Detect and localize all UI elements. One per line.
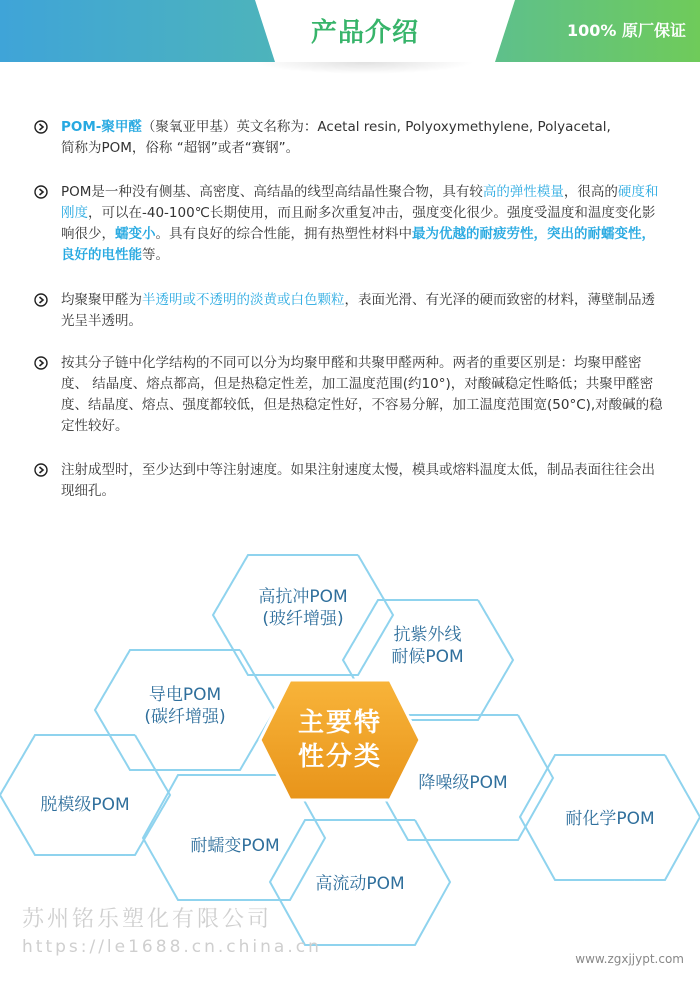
- paragraph-1: [34, 117, 664, 159]
- hex-h2-line1: 抗紫外线: [393, 625, 462, 645]
- hex-h4-line1: 脱模级POM: [40, 795, 130, 815]
- hex-h7-line1: 耐化学POM: [565, 809, 655, 829]
- hex-label-h8: [285, 873, 435, 895]
- header-tab-shadow: [255, 62, 475, 74]
- hex-label-h2: [355, 624, 500, 668]
- p2-highlight-hardness: 硬度和刚度: [61, 184, 659, 221]
- circle-arrow-icon: [34, 185, 48, 199]
- watermark-url-2: www.zgxjjypt.com: [575, 952, 684, 966]
- hex-h1-line2: (玻纤增强): [262, 609, 344, 629]
- hex-label-h4: [15, 794, 155, 816]
- hex-h5-line1: 耐蠕变POM: [190, 836, 280, 856]
- circle-arrow-icon: [34, 293, 48, 307]
- p4-text: 按其分子链中化学结构的不同可以分为均聚甲醛和共聚甲醛两种。两者的重要区别是：均聚甲醛密度、 结晶度、熔点都高，但是热稳定性差，加工温度范围(约10°)，对酸碱稳定性略低；共聚甲醛密度、结晶度、熔点、强度都较低，但是热稳定性好，不容易分解，加工温度范围宽(50°C),对酸碱的稳定性较好。: [61, 355, 663, 434]
- p3-text-a: 均聚聚甲醛为: [61, 292, 142, 308]
- pom-term: POM-聚甲醛: [61, 119, 142, 135]
- hex-h1-line1: 高抗冲POM: [258, 587, 348, 607]
- hex-h3-line1: 导电POM: [148, 685, 222, 705]
- p2-highlight-fatigue: 最为优越的耐疲劳性，突出的耐蠕变性，良好的电性能: [61, 226, 655, 263]
- p3-highlight: 半透明或不透明的淡黄或白色颗粒: [142, 292, 345, 308]
- paragraph-5: [34, 460, 664, 502]
- p2-text-e: ，可以在-40-100℃长期使用，而且耐多次重复冲击，强度变化很少。强度受温度和温度变化影响很少，: [61, 205, 656, 242]
- center-label: [280, 706, 400, 774]
- circle-arrow-icon: [34, 356, 48, 370]
- circle-arrow-icon: [34, 120, 48, 134]
- p2-highlight-modulus: 高的弹性模量: [482, 184, 564, 200]
- center-label-line1: 主要特: [297, 708, 382, 738]
- page-title: 产品介绍: [310, 18, 419, 48]
- guarantee-badge: 100% 原厂保证: [566, 21, 686, 40]
- p2-text-c: ，很高的: [563, 184, 618, 200]
- p2-text-a: POM是一种没有侧基、高密度、高结晶的线型高结晶性聚合物，具有较: [61, 184, 483, 200]
- hex-h2-line2: 耐候POM: [391, 647, 464, 667]
- hex-h8-line1: 高流动POM: [315, 874, 405, 894]
- watermark-company: 苏州铭乐塑化有限公司: [22, 907, 273, 932]
- p5-text: 注射成型时，至少达到中等注射速度。如果注射速度太慢，模具或熔料温度太低，制品表面往往会出现细孔。: [61, 462, 655, 499]
- hex-label-h3: [110, 684, 260, 728]
- paragraph-2: [34, 182, 664, 266]
- p1-text-2: 简称为POM，俗称 “超钢”或者“赛钢”。: [61, 140, 300, 156]
- p2-text-g: 。具有良好的综合性能，拥有热塑性材料中: [155, 226, 412, 242]
- hex-h3-line2: (碳纤增强): [144, 707, 226, 727]
- p2-highlight-creep: 蠕变小: [115, 226, 156, 242]
- paragraph-4: [34, 353, 664, 437]
- circle-arrow-icon: [34, 463, 48, 477]
- p3-text-c: ，表面光滑、有光泽的硬而致密的材料，薄壁制品透光呈半透明。: [61, 292, 655, 329]
- paragraph-3: [34, 290, 664, 332]
- hex-label-h5: [160, 835, 310, 857]
- hex-h6-line1: 降噪级POM: [418, 773, 508, 793]
- watermark-url-1: https://le1688.cn.china.cn: [22, 937, 322, 957]
- hex-label-h6: [388, 772, 538, 794]
- hex-label-h7: [535, 808, 685, 830]
- p1-text: （聚氧亚甲基）英文名称为：Acetal resin, Polyoxymethylene, Polyacetal,: [141, 119, 611, 135]
- center-label-line2: 性分类: [297, 742, 382, 772]
- p2-text-i: 等。: [142, 247, 169, 263]
